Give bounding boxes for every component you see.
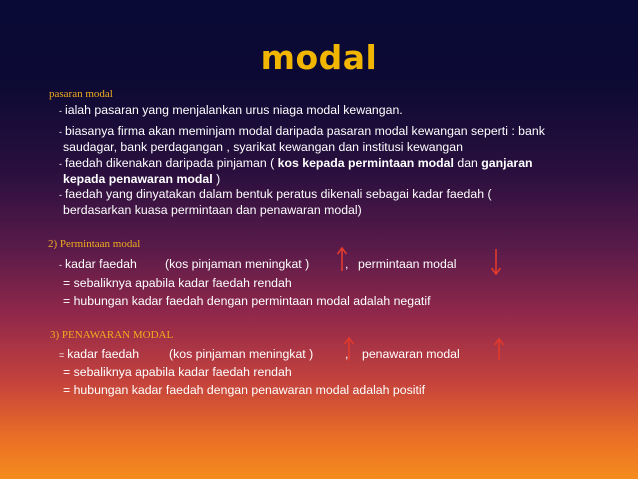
point-4 [59, 187, 619, 218]
permintaan-row [59, 257, 137, 273]
point-1 [59, 103, 403, 119]
permintaan-line2: = sebaliknya apabila kadar faedah rendah [63, 276, 292, 290]
bullet-dash: - [59, 260, 62, 270]
penawaran-kadar-faedah: kadar faedah [67, 347, 140, 361]
section-heading-pasaran-modal: pasaran modal [49, 88, 113, 100]
point-3-mid: dan [453, 156, 482, 170]
penawaran-line2: = sebaliknya apabila kadar faedah rendah [63, 365, 292, 379]
point-2 [59, 124, 619, 155]
permintaan-comma: , [345, 257, 349, 271]
point-3-bold2: ganjaran [481, 156, 533, 170]
point-2-line2: saudagar, bank perdagangan , syarikat kewangan dan institusi kewangan [63, 140, 463, 154]
point-3 [59, 156, 619, 187]
permintaan-kos-pinjaman: (kos pinjaman meningkat ) [165, 257, 310, 271]
point-3-line2-bold: kepada penawaran modal [63, 172, 213, 186]
point-2-line1: biasanya firma akan meminjam modal daripada pasaran modal kewangan seperti : bank [65, 124, 545, 138]
arrow-down-icon [490, 248, 502, 276]
section-heading-penawaran-modal: 3) PENAWARAN MODAL [50, 329, 174, 341]
slide-title: modal [260, 38, 378, 77]
point-4-line1: faedah yang dinyatakan dalam bentuk peratus dikenali sebagai kadar faedah ( [65, 187, 492, 201]
penawaran-modal-label: penawaran modal [362, 347, 460, 361]
bullet-equals: = [59, 350, 65, 360]
bullet-dash: - [59, 159, 62, 169]
permintaan-kadar-faedah: kadar faedah [65, 257, 137, 271]
point-4-line2: berdasarkan kuasa permintaan dan penawaran modal) [63, 203, 362, 217]
arrow-up-icon [336, 246, 348, 272]
arrow-up-icon [343, 336, 355, 362]
bullet-dash: - [59, 127, 62, 137]
permintaan-modal-label: permintaan modal [358, 257, 457, 271]
permintaan-line3: = hubungan kadar faedah dengan permintaan modal adalah negatif [63, 294, 431, 308]
point-3-bold1: kos kepada permintaan modal [277, 156, 454, 170]
penawaran-line3: = hubungan kadar faedah dengan penawaran modal adalah positif [63, 383, 426, 397]
penawaran-row [59, 347, 139, 363]
arrow-up-icon [493, 337, 505, 361]
section-heading-permintaan-modal: 2) Permintaan modal [48, 238, 141, 250]
penawaran-kos-pinjaman: (kos pinjaman meningkat ) [169, 347, 314, 361]
point-1-text: ialah pasaran yang menjalankan urus niaga modal kewangan. [65, 103, 403, 117]
point-3-pre: faedah dikenakan daripada pinjaman ( [65, 156, 278, 170]
bullet-dash: - [59, 106, 62, 116]
bullet-dash: - [59, 190, 62, 200]
point-3-line2-rest: ) [212, 172, 221, 186]
penawaran-comma: , [345, 347, 349, 361]
